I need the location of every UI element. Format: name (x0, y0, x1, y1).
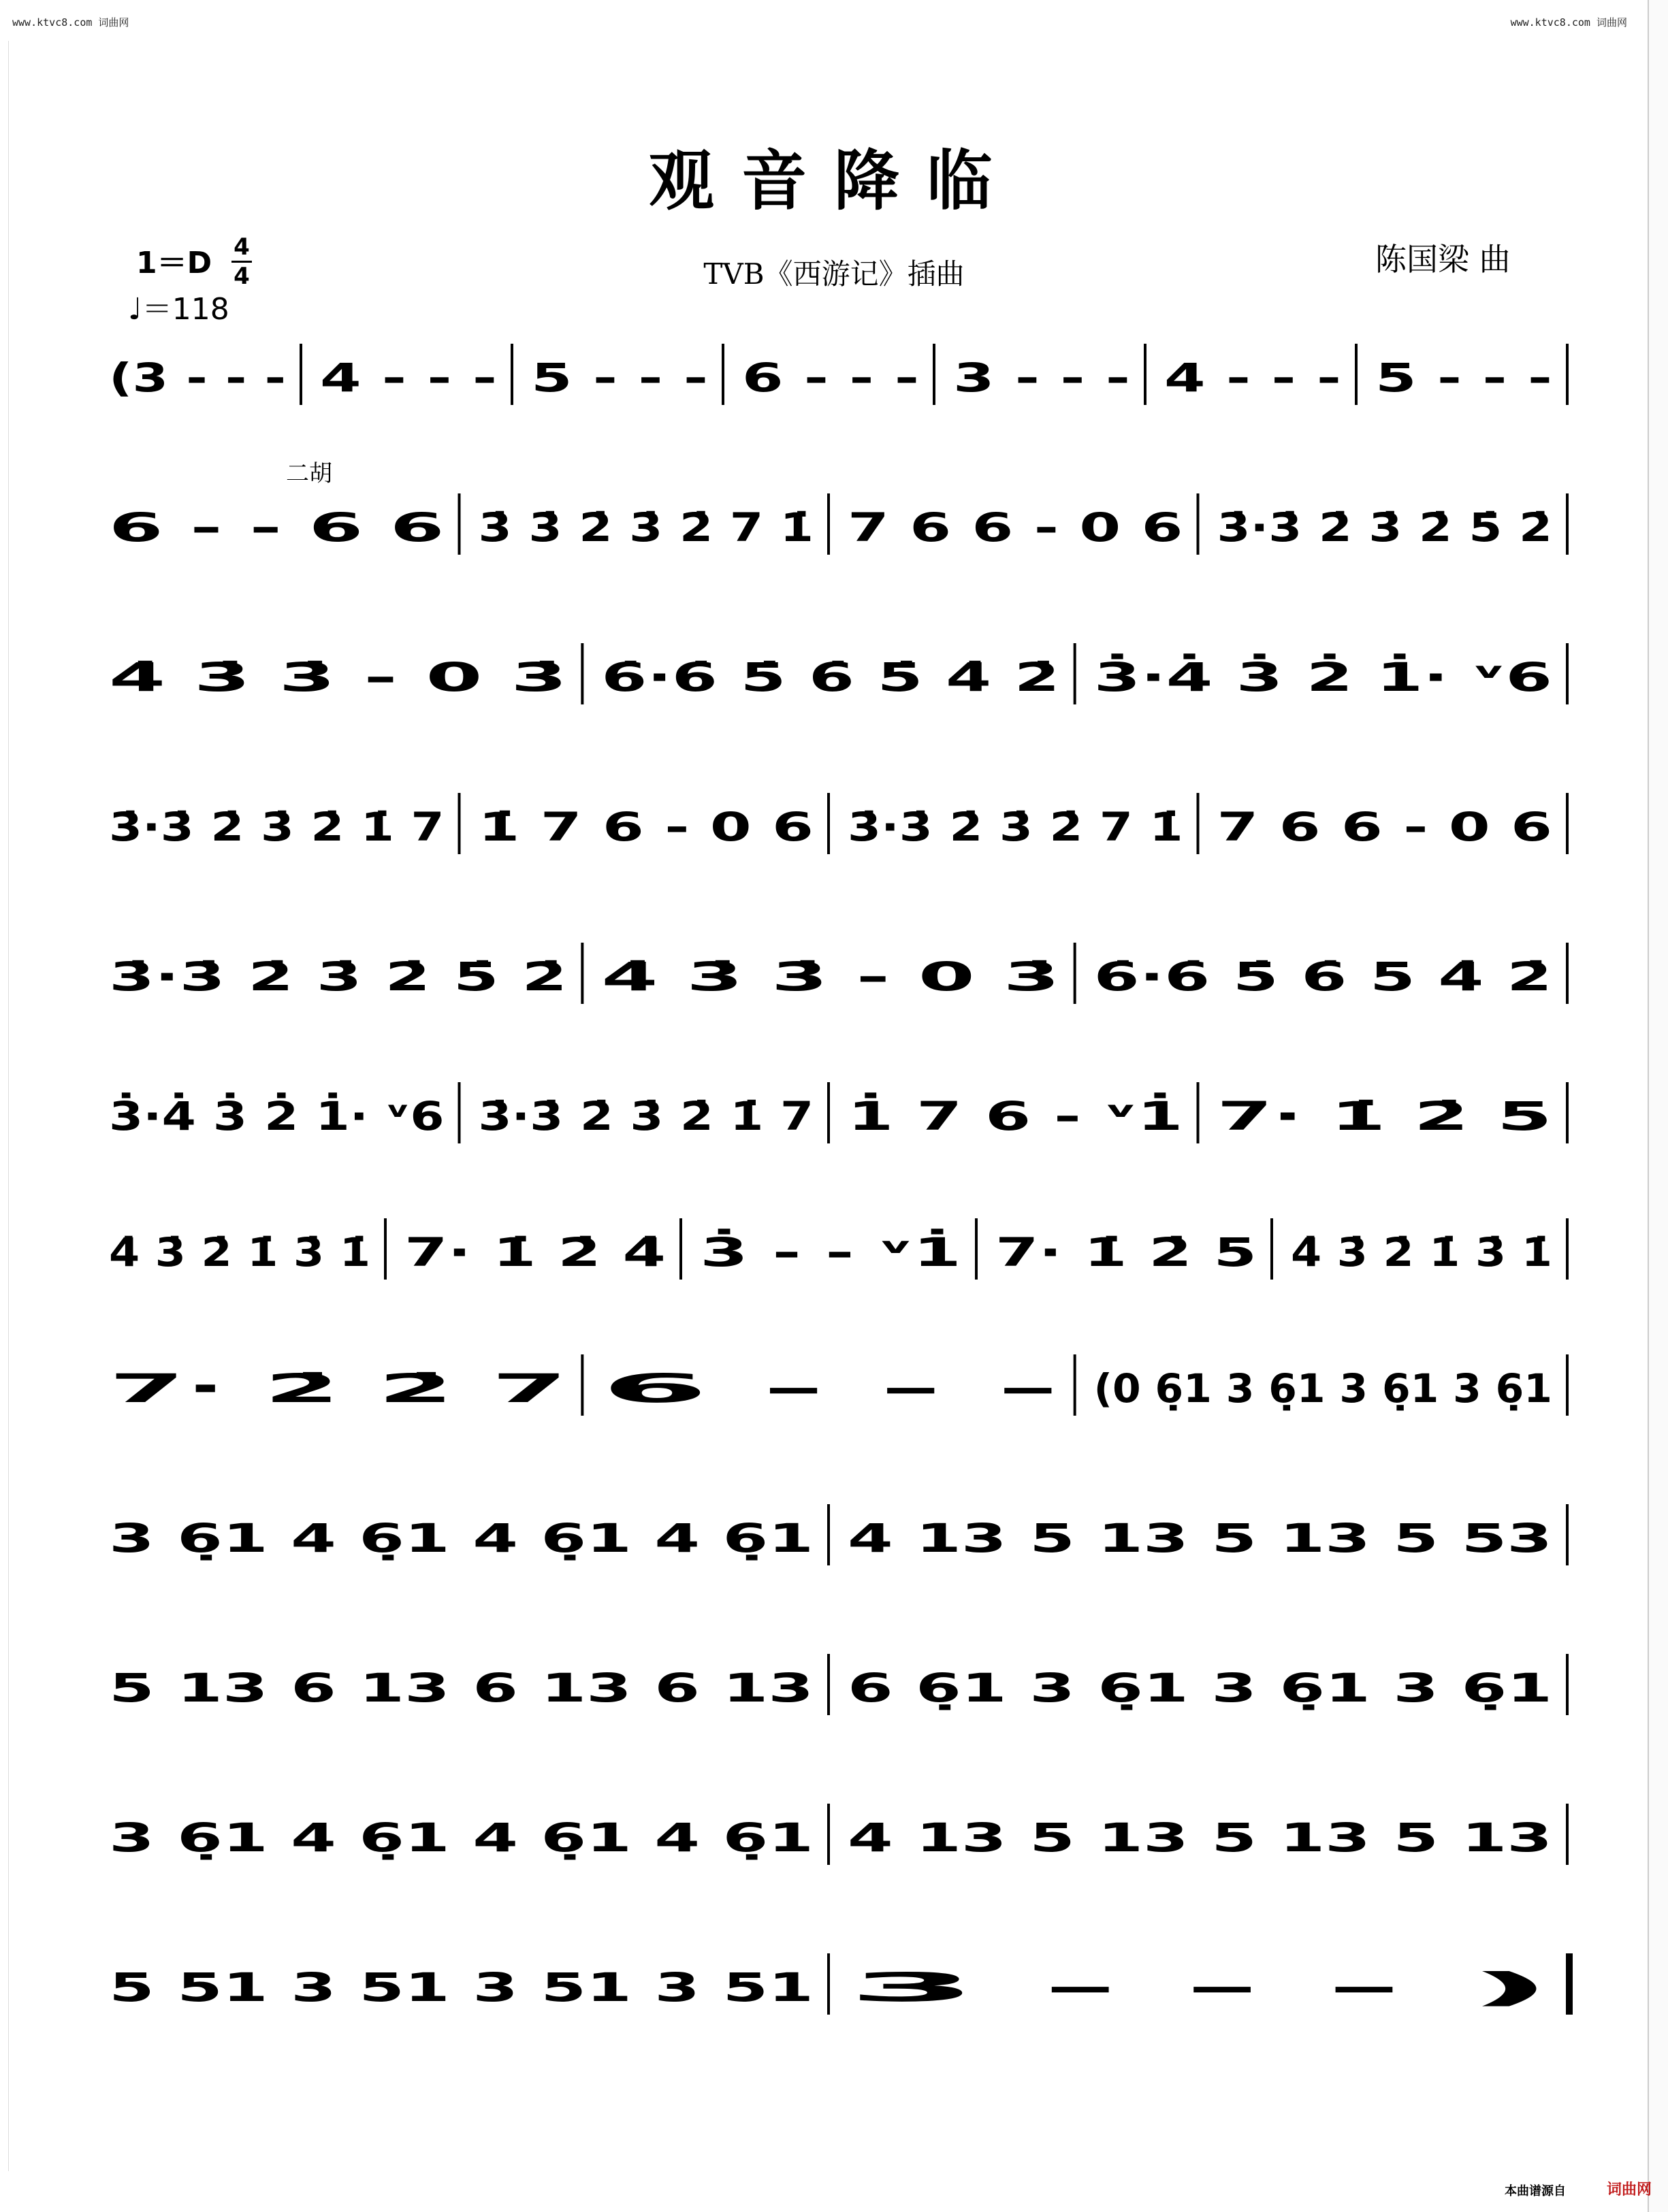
measure: 5 - - - (1375, 355, 1552, 401)
score-line (109, 1953, 1573, 2015)
measure: 4̇ 3̇ 3̇ - 0 3̇ (109, 654, 568, 700)
measure: 3̇·3̇ 2̇ 3̇ 2̇ 1̇ 7 (109, 804, 445, 850)
score-line (109, 1354, 1567, 1416)
measure: 3 - - - ) (848, 1964, 1552, 2011)
measure: (3 - - - (109, 355, 286, 401)
score-line (109, 1218, 1567, 1280)
measure: 3̇·4̇ 3̇ 2̇ 1̇· ᵛ6 (109, 1093, 379, 1139)
measure: 4 - - - (1164, 355, 1341, 401)
measure: 4̇ 3̇ 2̇ 1̇ 3̇ 1̇ (1291, 1229, 1552, 1275)
measure: 7· 1̇ 2̇ 4̇ (404, 1229, 666, 1275)
measure: 6 - - 6 6 (109, 504, 445, 551)
song-subtitle: TVB《西游记》插曲 (703, 257, 965, 291)
measure: (0 6̣1 3 6̣1 3 6̣1 3 6̣1 (1093, 1365, 1552, 1412)
key-signature: 1＝D (136, 246, 212, 280)
measure: 1̇ 7 6 - ᵛ1̇ (848, 1093, 1049, 1139)
measure: 5 51 3 51 3 51 3 51 (109, 1964, 814, 2011)
time-signature-bottom: 4 (234, 263, 250, 290)
measure: 7· 1̇ 2̇ 5 (995, 1229, 1257, 1275)
measure: 5 13 6 13 6 13 6 13 (109, 1665, 814, 1711)
score-line (109, 1504, 1567, 1565)
measure: 6 - - - (601, 1365, 1060, 1412)
site-watermark-right: www.ktvc8.com 词曲网 (1510, 16, 1627, 29)
measure: 4̇ 3̇ 3̇ - 0 3̇ (601, 954, 1060, 1000)
measure: 1̇ 7 6 - 0 6 (478, 804, 814, 850)
score-line (109, 344, 1567, 405)
final-bar-line (1566, 1953, 1573, 2015)
measure: 4 13 5 13 5 13 5 13 (848, 1815, 1552, 1861)
measure: 3̇·3̇ 2̇ 3̇ 2̇ 7 1̇ (848, 804, 1183, 850)
tempo-value: ＝118 (142, 292, 229, 327)
score-line (109, 943, 1567, 1004)
score-line (109, 1082, 1567, 1143)
measure: 3 - - - (953, 355, 1130, 401)
measure: 4 13 5 13 5 13 5 53 (848, 1515, 1552, 1561)
measure: 5 - - - (531, 355, 708, 401)
footer-source-text: 本曲谱源自 (1505, 2184, 1566, 2198)
measure: 3̇·3̇ 2̇ 3̇ 2̇ 5̇ 2̇ (109, 954, 568, 1000)
measure: 6̇·6̇ 5̇ 6̇ 5 4̇ 2̇ (1093, 954, 1552, 1000)
footer-site-logo: 词曲网 (1607, 2181, 1652, 2198)
measure: 3 6̣1 4 6̣1 4 6̣1 4 6̣1 (109, 1515, 814, 1561)
measure: 4 - - - (320, 355, 497, 401)
measure: 7 6 6 - 0 6 (1217, 804, 1552, 850)
measure: 6 6̣1 3 6̣1 3 6̣1 3 6̣1 (848, 1665, 1552, 1711)
score-line (109, 1804, 1567, 1865)
score-line (109, 1654, 1567, 1715)
measure: 7· 2̇ 2̇ 7 (109, 1365, 568, 1412)
measure: 3̇·4̇ 3̇ 2̇ 1̇· ᵛ6 (1093, 654, 1364, 700)
score-line (109, 493, 1567, 555)
measure: 6 - - - (742, 355, 919, 401)
composer-credit: 陈国梁 曲 (1375, 241, 1511, 278)
score-line (109, 793, 1567, 854)
measure: 3̇·3̇ 2̇ 3̇ 2̇ 1̇ 7 (478, 1093, 814, 1139)
measure: 6̇·6̇ 5̇ 6̇ 5̇ 4̇ 2̇ (601, 654, 1060, 700)
quarter-note-icon: ♩ (128, 292, 142, 327)
instrument-label: 二胡 (286, 460, 332, 487)
site-watermark-left: www.ktvc8.com 词曲网 (12, 16, 129, 29)
measure: 3̇ 3̇ 2̇ 3̇ 2̇ 7 1̇ (478, 504, 814, 551)
song-title: 观音降临 (649, 142, 1019, 219)
measure: 4̇ 3̇ 2̇ 1̇ 3̇ 1̇ (109, 1229, 370, 1275)
score-line (109, 643, 1567, 704)
measure: 7 6 6 - 0 6 (848, 504, 1183, 551)
measure: 3 6̣1 4 6̣1 4 6̣1 4 6̣1 (109, 1815, 814, 1861)
measure: 3̇ - - ᵛ1̇ (700, 1229, 849, 1275)
measure: 7· 1̇ 2̇ 5 (1217, 1093, 1552, 1139)
measure: 3̇·3̇ 2̇ 3̇ 2̇ 5̇ 2̇ (1217, 504, 1552, 551)
time-signature-top: 4 (234, 233, 250, 261)
